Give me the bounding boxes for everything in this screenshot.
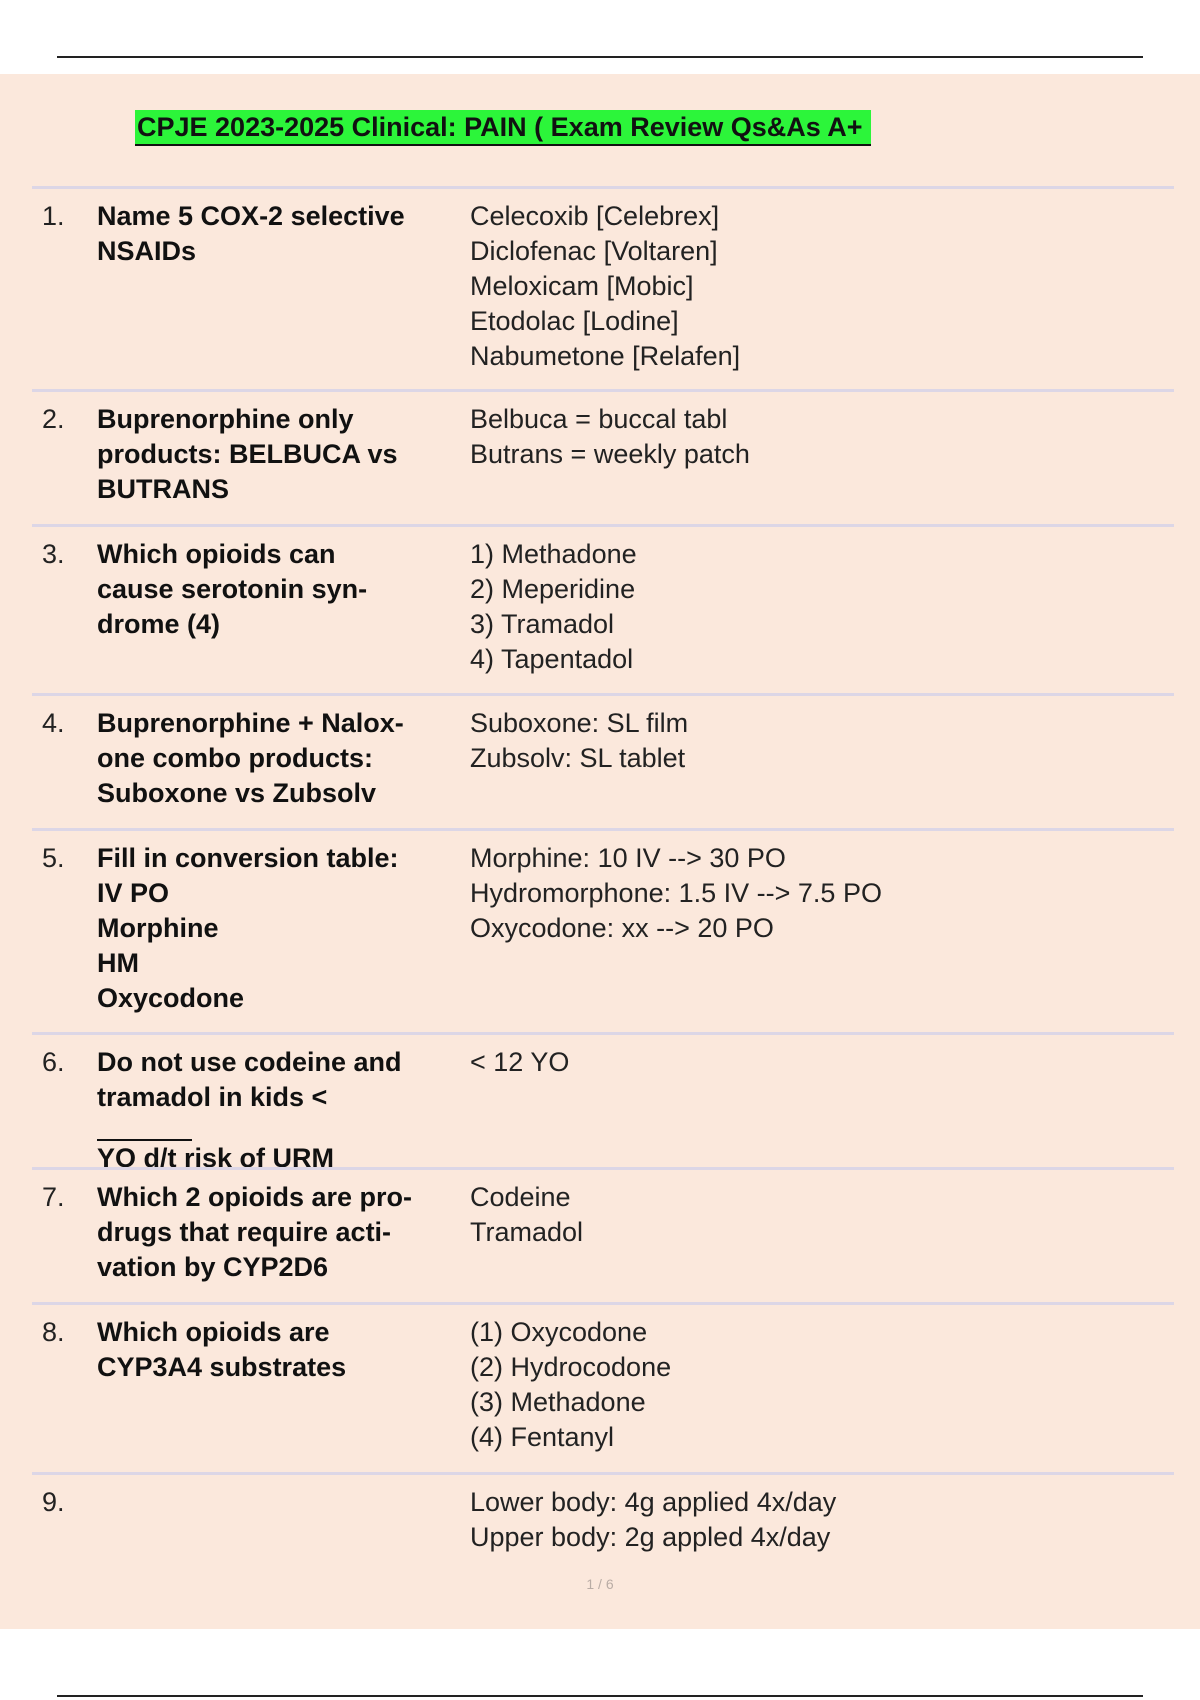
term-line: drugs that require acti- [97, 1217, 392, 1247]
card-number: 5. [42, 843, 65, 873]
def-line: Zubsolv: SL tablet [470, 743, 686, 773]
def-line: Lower body: 4g applied 4x/day [470, 1487, 837, 1517]
term-line: Morphine [97, 913, 219, 943]
def-line: Butrans = weekly patch [470, 439, 750, 469]
term-line: Which opioids are [97, 1317, 330, 1347]
term-line: drome (4) [97, 609, 221, 639]
card-row [32, 1032, 1174, 1173]
term-line: Name 5 COX-2 selective [97, 201, 405, 231]
def-line: Morphine: 10 IV --> 30 PO [470, 843, 786, 873]
def-line: (1) Oxycodone [470, 1317, 648, 1347]
def-line: Upper body: 2g appled 4x/day [470, 1522, 831, 1552]
card-definition [470, 402, 1160, 472]
card-definition [470, 1485, 1160, 1555]
def-line: Etodolac [Lodine] [470, 306, 679, 336]
card-term [97, 1315, 467, 1385]
term-line: one combo products: [97, 743, 373, 773]
card-definition [470, 841, 1160, 946]
def-line: Suboxone: SL film [470, 708, 689, 738]
card-number: 8. [42, 1317, 65, 1347]
card-row [32, 1167, 1174, 1302]
term-line: Buprenorphine only [97, 404, 354, 434]
card-term [97, 1045, 467, 1176]
term-line: Which opioids can [97, 539, 336, 569]
def-line: 3) Tramadol [470, 609, 615, 639]
card-number: 7. [42, 1182, 65, 1212]
card-number: 6. [42, 1047, 65, 1077]
card-row [32, 828, 1174, 1032]
card-row [32, 389, 1174, 524]
term-line: BUTRANS [97, 474, 229, 504]
term-line: IV PO [97, 878, 170, 908]
term-line: Fill in conversion table: [97, 843, 399, 873]
def-line: Meloxicam [Mobic] [470, 271, 694, 301]
card-definition [470, 1315, 1160, 1455]
card-row [32, 186, 1174, 389]
card-row [32, 693, 1174, 828]
def-line: Nabumetone [Relafen] [470, 341, 741, 371]
term-line: Oxycodone [97, 983, 245, 1013]
def-line: Belbuca = buccal tabl [470, 404, 728, 434]
card-number: 2. [42, 404, 65, 434]
term-line: products: BELBUCA vs [97, 439, 398, 469]
def-line: Oxycodone: xx --> 20 PO [470, 913, 774, 943]
term-line: tramadol in kids < [97, 1082, 328, 1112]
card-term [97, 706, 467, 811]
def-line: < 12 YO [470, 1047, 570, 1077]
term-line: CYP3A4 substrates [97, 1352, 347, 1382]
term-line: YO d/t risk of URM [97, 1143, 335, 1173]
def-line: Hydromorphone: 1.5 IV --> 7.5 PO [470, 878, 882, 908]
card-row [32, 524, 1174, 693]
card-term [97, 199, 467, 269]
card-definition [470, 706, 1160, 776]
fill-in-blank [97, 1115, 192, 1141]
term-line-with-blank [97, 1080, 467, 1141]
card-number: 1. [42, 201, 65, 231]
card-term [97, 537, 467, 642]
def-line: 2) Meperidine [470, 574, 636, 604]
bottom-rule [57, 1695, 1143, 1697]
card-definition [470, 1045, 1160, 1080]
card-number: 4. [42, 708, 65, 738]
def-line: (4) Fentanyl [470, 1422, 615, 1452]
term-line: Buprenorphine + Nalox- [97, 708, 404, 738]
card-term [97, 1180, 467, 1285]
term-line: vation by CYP2D6 [97, 1252, 329, 1282]
document-page [0, 74, 1200, 1629]
card-row [32, 1472, 1174, 1572]
def-line: 4) Tapentadol [470, 644, 634, 674]
term-line: Which 2 opioids are pro- [97, 1182, 413, 1212]
def-line: Codeine [470, 1182, 571, 1212]
term-line: NSAIDs [97, 236, 197, 266]
title-wrap [135, 110, 871, 144]
card-number: 9. [42, 1487, 65, 1517]
card-definition [470, 537, 1160, 677]
card-number: 3. [42, 539, 65, 569]
card-definition [470, 199, 1160, 374]
def-line: Celecoxib [Celebrex] [470, 201, 720, 231]
flashcard-table [32, 186, 1174, 1572]
term-line: HM [97, 948, 139, 978]
top-rule [57, 56, 1143, 58]
def-line: Tramadol [470, 1217, 584, 1247]
term-line: cause serotonin syn- [97, 574, 368, 604]
def-line: (3) Methadone [470, 1387, 646, 1417]
card-definition [470, 1180, 1160, 1250]
def-line: (2) Hydrocodone [470, 1352, 672, 1382]
term-line: Suboxone vs Zubsolv [97, 778, 377, 808]
document-title: CPJE 2023-2025 Clinical: PAIN ( Exam Review Qs&As A+ [135, 110, 871, 146]
def-line: 1) Methadone [470, 539, 637, 569]
term-line: Do not use codeine and [97, 1047, 402, 1077]
card-term [97, 841, 467, 1016]
page-number: 1 / 6 [586, 1576, 614, 1592]
card-term [97, 402, 467, 507]
card-row [32, 1302, 1174, 1472]
def-line: Diclofenac [Voltaren] [470, 236, 718, 266]
